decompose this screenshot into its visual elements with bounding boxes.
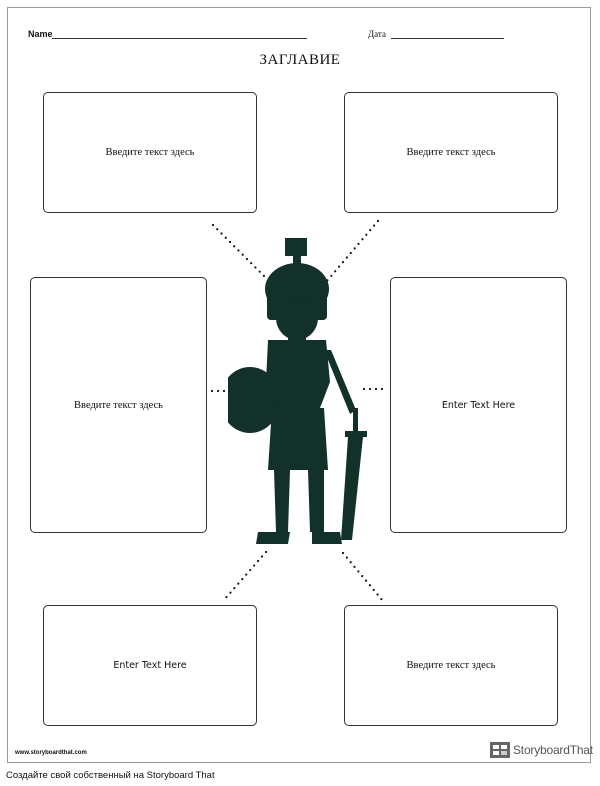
page-title[interactable]: ЗАГЛАВИЕ (259, 52, 341, 68)
storyboardthat-logo-icon (490, 742, 510, 758)
footer-url[interactable]: www.storyboardthat.com (15, 750, 87, 756)
storyboardthat-logo-text: StoryboardThat (513, 743, 593, 757)
roman-soldier-silhouette-icon (228, 232, 368, 552)
text-box-label: Введите текст здесь (406, 147, 496, 158)
storyboardthat-logo[interactable] (490, 742, 593, 758)
text-box-label: Enter Text Here (441, 399, 516, 411)
text-box-label: Введите текст здесь (105, 147, 195, 158)
date-label: Дата (368, 29, 386, 39)
text-box-label: Введите текст здесь (406, 660, 496, 671)
text-box-label: Введите текст здесь (74, 399, 163, 411)
connector-bottom-right (343, 553, 383, 601)
text-box-label: Enter Text Here (113, 660, 187, 671)
footer-caption[interactable]: Создайте свой собственный на Storyboard That (6, 770, 215, 781)
name-label: Name (28, 29, 53, 39)
connector-bottom-left (224, 552, 266, 600)
